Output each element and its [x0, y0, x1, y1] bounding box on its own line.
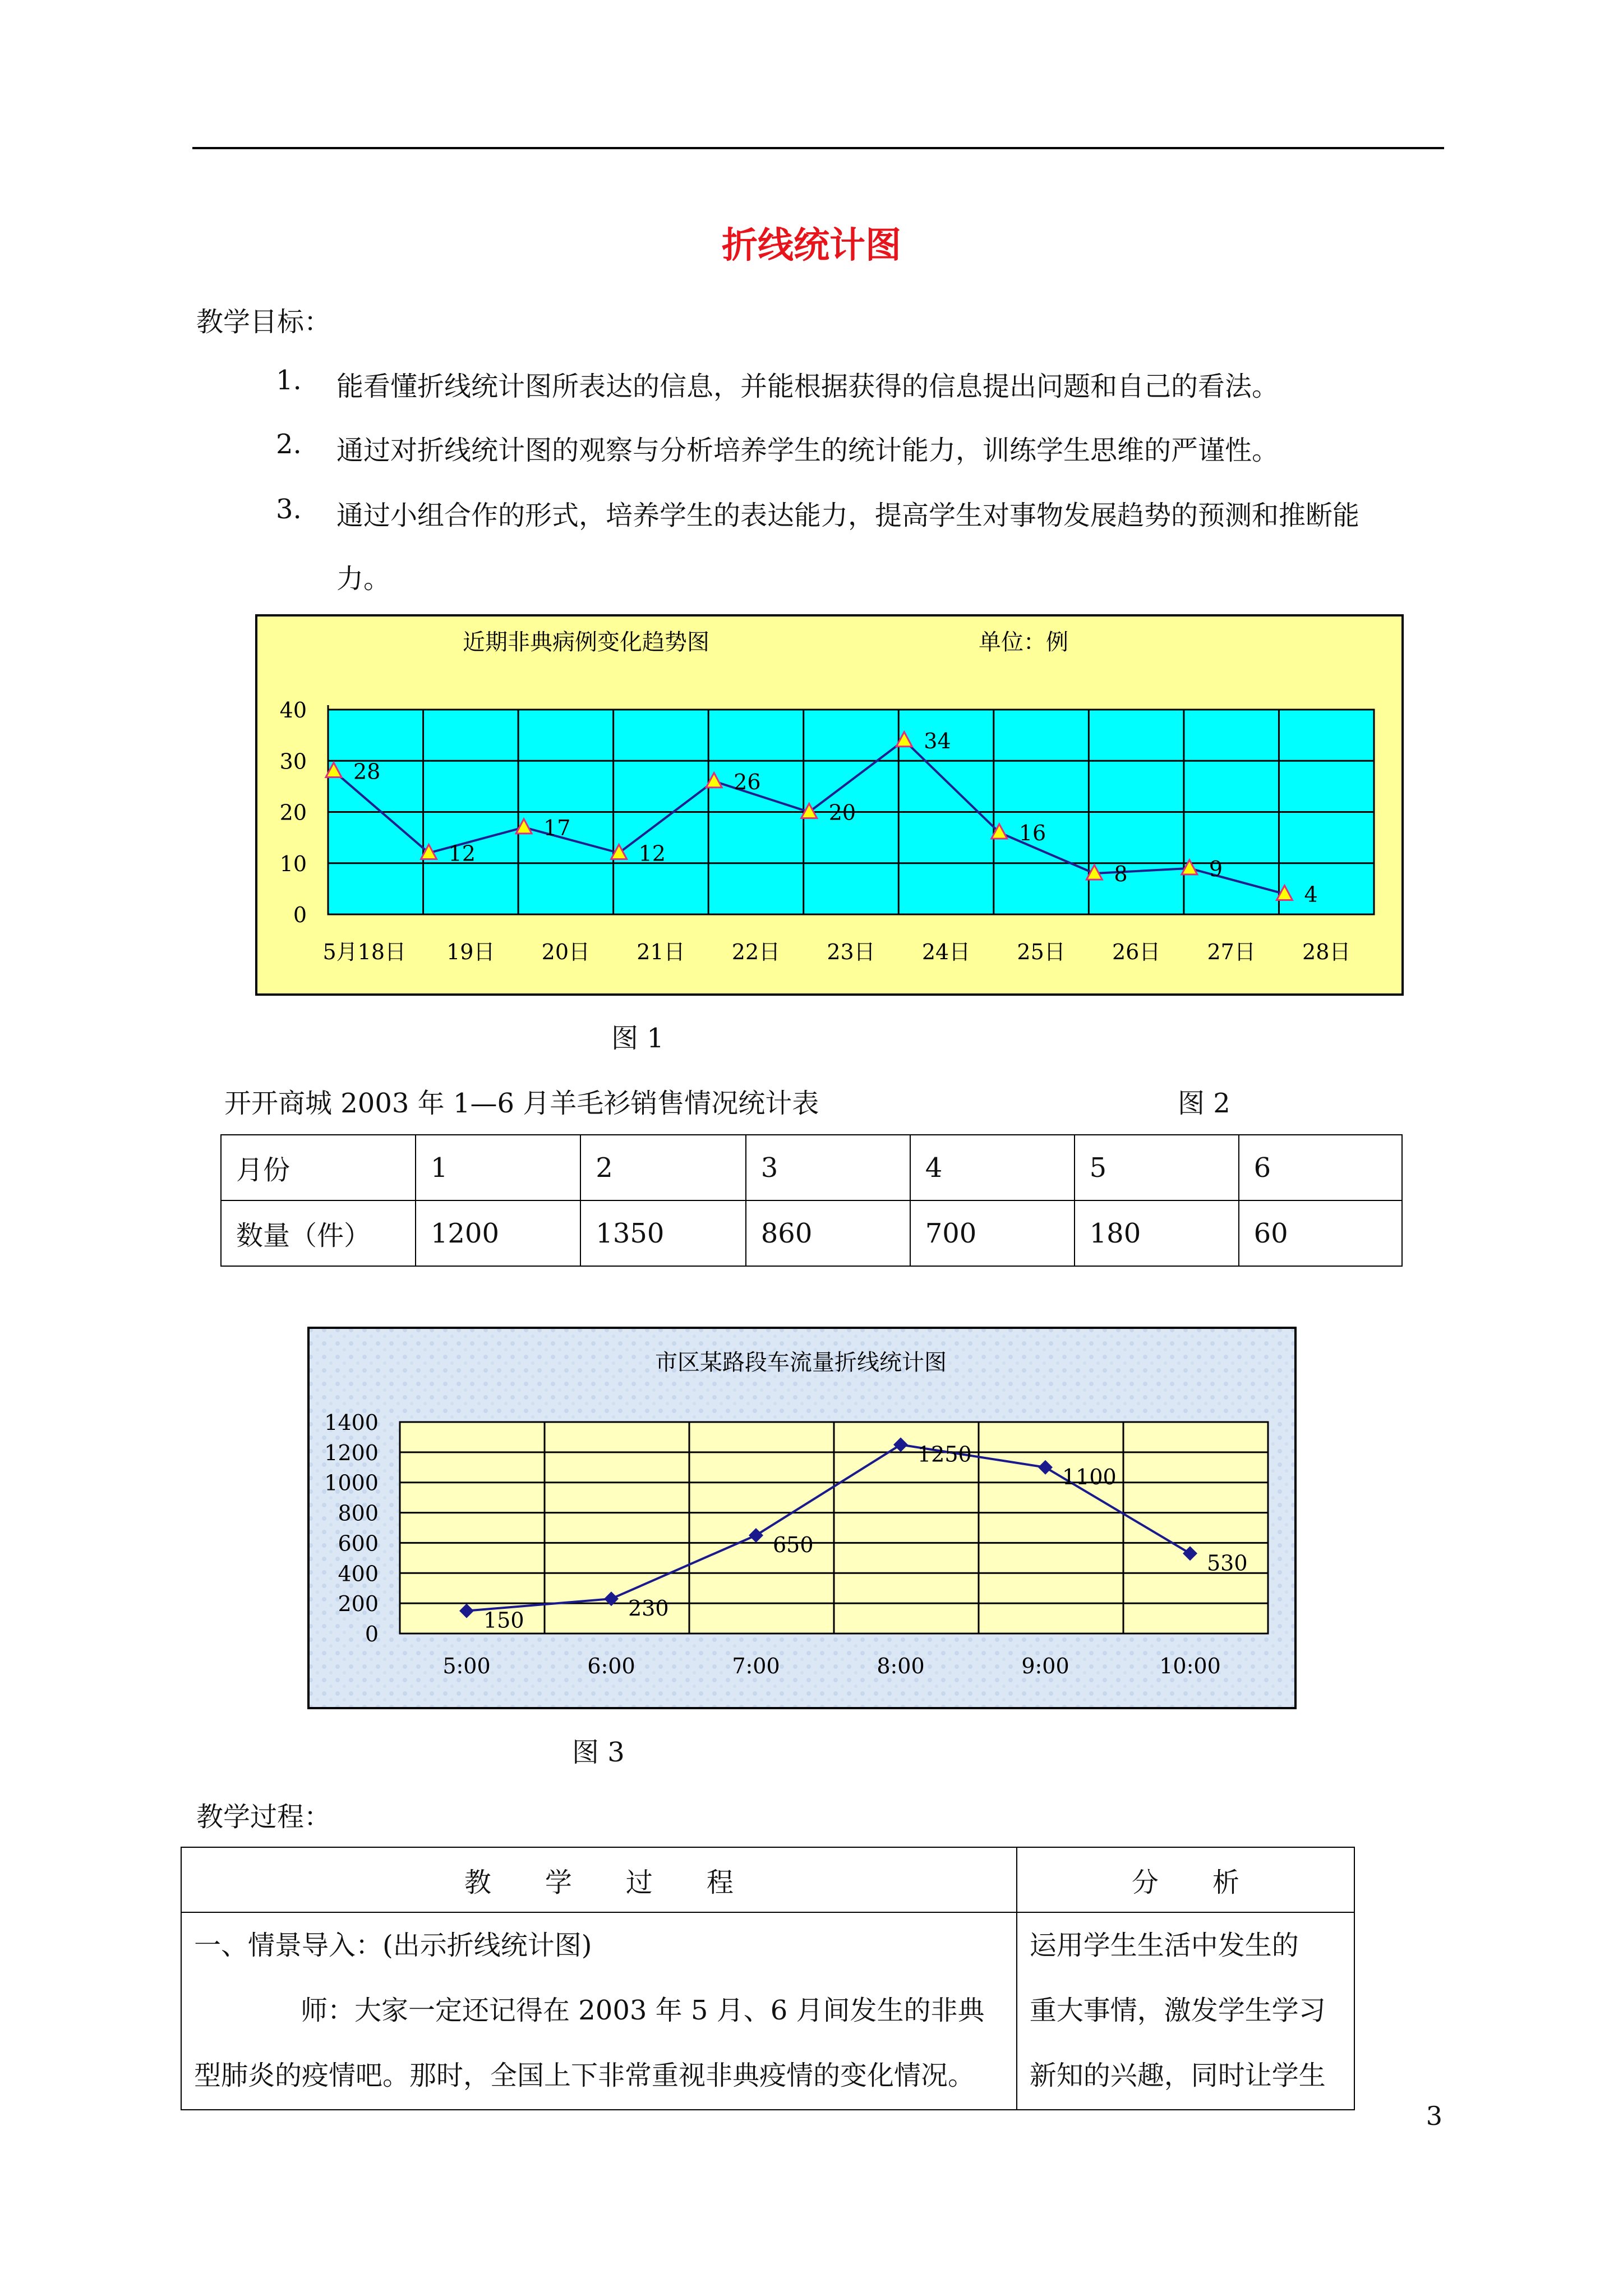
objective-3-text: 通过小组合作的形式，培养学生的表达能力，提高学生对事物发展趋势的预测和推断能 [336, 500, 1360, 531]
chart1-ytick-label: 40 [279, 698, 307, 723]
chart1-xtick-label: 23日 [827, 940, 875, 964]
chart1-title: 近期非典病例变化趋势图 [463, 629, 709, 655]
chart3-ytick-label: 800 [338, 1501, 379, 1526]
process-label: 教学过程： [196, 1801, 331, 1833]
chart3-ytick-label: 400 [338, 1561, 379, 1586]
objective-3-num: 3. [276, 494, 302, 525]
chart1-unit: 单位：例 [979, 629, 1068, 655]
chart3-ytick-label: 0 [365, 1622, 379, 1646]
sars-trend-chart [255, 614, 1404, 996]
chart1-ytick-label: 20 [279, 800, 307, 825]
page-number: 3 [1426, 2101, 1442, 2131]
chart1-ytick-label: 30 [279, 749, 307, 774]
sales-data-cell: 180 [1075, 1200, 1239, 1266]
sales-data-cell: 1350 [580, 1200, 745, 1266]
sales-header-cell: 4 [910, 1135, 1075, 1200]
chart3-xtick-label: 5:00 [442, 1654, 491, 1678]
chart1-data-label: 26 [734, 769, 761, 794]
sales-header-cell: 2 [580, 1135, 745, 1200]
chart3-xtick-label: 8:00 [877, 1654, 925, 1678]
sales-header-cell: 6 [1239, 1135, 1402, 1200]
sales-data-cell: 60 [1239, 1200, 1402, 1266]
chart3-data-label: 650 [773, 1532, 814, 1557]
process-line: 型肺炎的疫情吧。那时，全国上下非常重视非典疫情的变化情况。 [194, 2060, 975, 2091]
objectives-label: 教学目标： [196, 306, 331, 338]
process-body-cell [181, 1912, 1017, 2110]
sales-header-cell: 5 [1075, 1135, 1239, 1200]
figure-3-caption: 图 3 [572, 1737, 625, 1768]
chart1-xtick-label: 28日 [1302, 940, 1351, 964]
chart1-xtick-label: 26日 [1112, 940, 1161, 964]
chart1-data-label: 20 [828, 800, 856, 825]
chart1-data-label: 17 [543, 815, 571, 840]
objective-2-text: 通过对折线统计图的观察与分析培养学生的统计能力，训练学生思维的严谨性。 [336, 435, 1279, 466]
chart3-xtick-label: 6:00 [587, 1654, 635, 1678]
analysis-body-cell [1017, 1912, 1354, 2110]
chart3-data-label: 1250 [917, 1442, 972, 1467]
chart1-data-label: 12 [638, 841, 666, 866]
chart3-title: 市区某路段车流量折线统计图 [655, 1350, 947, 1375]
chart3-data-label: 1100 [1062, 1464, 1117, 1489]
process-line: 师：大家一定还记得在 2003 年 5 月、6 月间发生的非典 [301, 1995, 985, 2026]
figure-1-caption: 图 1 [611, 1023, 664, 1054]
analysis-line: 运用学生生活中发生的 [1029, 1930, 1299, 1961]
chart1-data-label: 28 [353, 759, 381, 784]
header-rule [192, 147, 1444, 149]
sales-header-row [221, 1135, 1402, 1200]
sales-header-cell: 3 [746, 1135, 910, 1200]
chart1-xtick-label: 20日 [541, 940, 591, 964]
chart3-data-label: 230 [628, 1596, 669, 1621]
sales-header-cell: 1 [416, 1135, 580, 1200]
chart1-data-label: 9 [1209, 856, 1223, 881]
chart3-data-label: 530 [1207, 1550, 1248, 1576]
chart1-ytick-label: 10 [279, 851, 307, 876]
process-line: 一、情景导入：(出示折线统计图) [194, 1930, 592, 1961]
process-header-row [181, 1847, 1354, 1912]
analysis-header-cell: 分 析 [1017, 1847, 1354, 1912]
chart1-xtick-label: 21日 [637, 940, 685, 964]
chart1-data-label: 8 [1114, 862, 1128, 886]
objective-1-num: 1. [276, 365, 302, 396]
chart3-ytick-label: 600 [338, 1531, 379, 1556]
objective-3-text-cont: 力。 [336, 563, 391, 595]
chart3-xtick-label: 9:00 [1021, 1654, 1069, 1678]
chart1-xtick-label: 19日 [446, 940, 495, 964]
chart1-data-label: 12 [448, 841, 476, 866]
chart1-data-label: 4 [1304, 882, 1318, 907]
chart3-ytick-label: 1200 [324, 1440, 379, 1465]
chart3-xtick-label: 10:00 [1159, 1654, 1221, 1678]
traffic-flow-chart [307, 1327, 1297, 1709]
chart1-xtick-label: 5月18日 [322, 940, 407, 964]
chart1-data-label: 34 [924, 728, 951, 753]
chart3-ytick-label: 200 [338, 1591, 379, 1617]
chart1-ytick-label: 0 [293, 903, 307, 927]
sales-header-cell: 月份 [221, 1135, 416, 1200]
chart1-xtick-label: 22日 [731, 940, 781, 964]
chart3-data-label: 150 [483, 1608, 524, 1633]
chart1-xtick-label: 27日 [1207, 940, 1256, 964]
chart3-ytick-label: 1400 [324, 1410, 379, 1435]
analysis-line: 新知的兴趣，同时让学生 [1029, 2060, 1326, 2091]
sales-table-caption: 开开商城 2003 年 1—6 月羊毛衫销售情况统计表 [224, 1088, 819, 1119]
process-header-cell: 教 学 过 程 [181, 1847, 1017, 1912]
chart1-data-label: 16 [1018, 821, 1046, 845]
process-body-row [181, 1912, 1354, 2110]
sales-data-row [221, 1200, 1402, 1266]
chart3-xtick-label: 7:00 [732, 1654, 780, 1678]
chart3-ytick-label: 1000 [324, 1470, 379, 1496]
sales-data-cell: 700 [910, 1200, 1075, 1266]
figure-2-label: 图 2 [1178, 1088, 1230, 1119]
sales-data-cell: 数量（件） [221, 1200, 416, 1266]
chart1-xtick-label: 24日 [921, 940, 971, 964]
sales-data-cell: 1200 [416, 1200, 580, 1266]
analysis-line: 重大事情，激发学生学习 [1029, 1995, 1326, 2026]
objective-1-text: 能看懂折线统计图所表达的信息，并能根据获得的信息提出问题和自己的看法。 [336, 371, 1279, 402]
sales-table [220, 1134, 1403, 1267]
process-table [181, 1847, 1355, 2110]
chart1-xtick-label: 25日 [1017, 940, 1066, 964]
sales-data-cell: 860 [746, 1200, 910, 1266]
page-title: 折线统计图 [722, 224, 901, 266]
objective-2-num: 2. [276, 429, 302, 460]
